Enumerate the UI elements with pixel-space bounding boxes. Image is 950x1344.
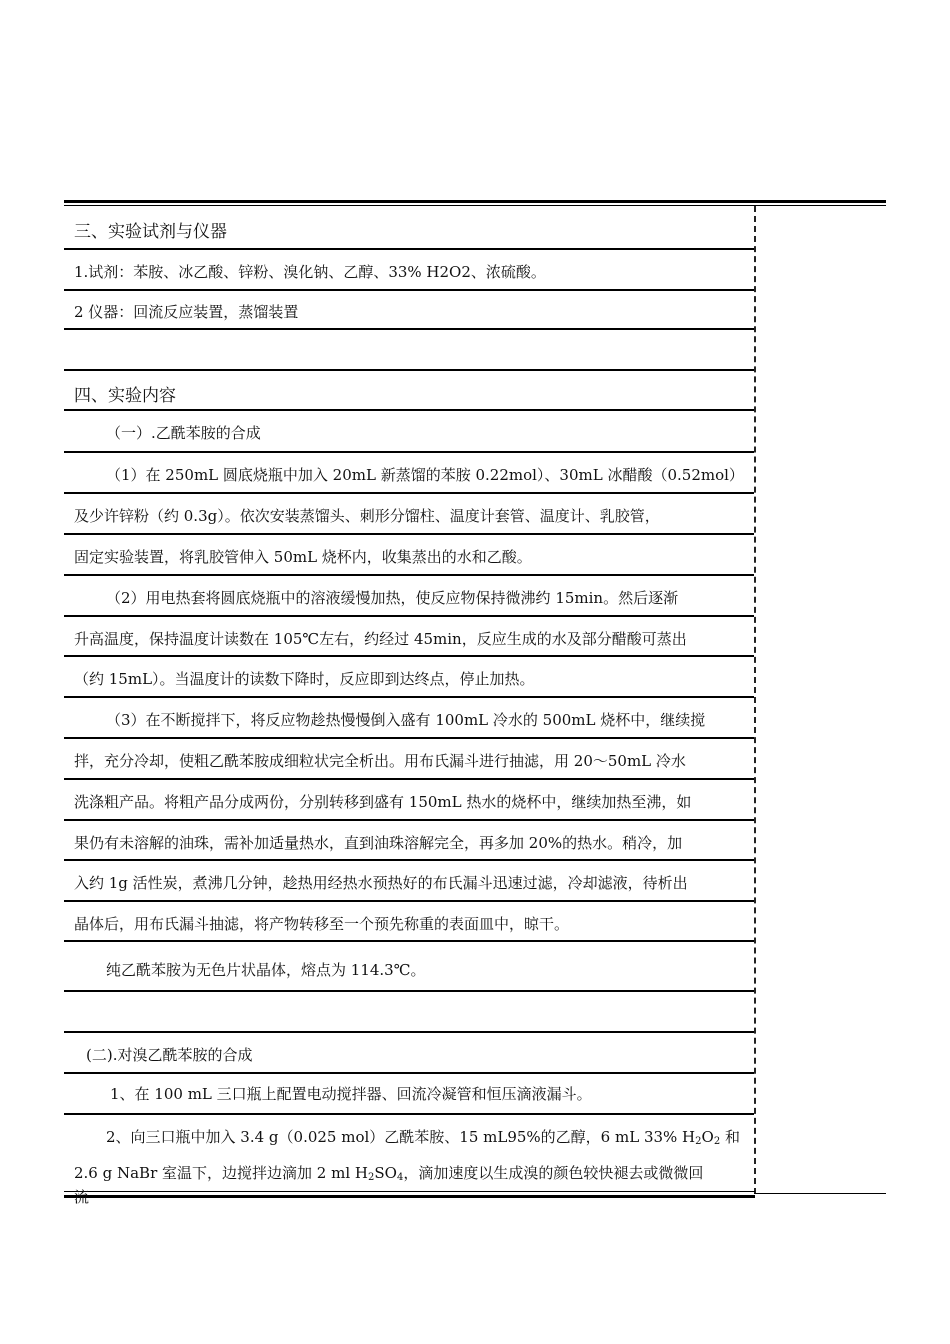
pure-product-row [64,942,754,992]
reagents-row [64,250,754,291]
text-line: （1）在 250mL 圆底烧瓶中加入 20mL 新蒸馏的苯胺 0.22mol）、30mL 冰醋酸（0.52mol） [106,466,744,484]
part2-title-row [64,1033,754,1074]
text-line-row [64,902,754,942]
section3-heading-row [64,206,754,250]
text-line-row [64,861,754,902]
text-line-row [64,535,754,576]
text-line-row [64,698,754,739]
step2-row [64,1115,754,1156]
subsection-title: (二).对溴乙酰苯胺的合成 [86,1046,253,1064]
text-line: 2.6 g NaBr 室温下，边搅拌边滴加 2 ml $H_2SO_4$，滴加速度以生成溴的颜色较快褪去或微微回 [74,1164,704,1183]
text-line: 及少许锌粉（约 0.3g）。依次安装蒸馏头、刺形分馏柱、温度计套管、温度计、乳胶管， [74,507,660,525]
text-line: 拌，充分冷却，使粗乙酰苯胺成细粒状完全析出。用布氏漏斗进行抽滤，用 20～50mL 冷水 [74,752,686,770]
empty-row [64,992,754,1033]
table-bottom-border [64,1195,755,1198]
text-line: （2）用电热套将圆底烧瓶中的溶液缓慢加热，使反应物保持微沸约 15min。然后逐渐 [106,589,679,607]
text-line-row [64,821,754,861]
text-line: 洗涤粗产品。将粗产品分成两份，分别转移到盛有 150mL 热水的烧杯中，继续加热至沸，如 [74,793,692,811]
section-heading: 三、实验试剂与仪器 [74,222,227,242]
text-line: 晶体后，用布氏漏斗抽滤，将产物转移至一个预先称重的表面皿中，晾干。 [74,915,570,933]
text-line-cut: 流 [74,1188,90,1206]
text-line: 2、向三口瓶中加入 3.4 g（0.025 mol）乙酰苯胺、15 mL95%的乙醇，6 mL 33% $H_2O_2$ 和 [106,1128,740,1147]
text-line: 纯乙酰苯胺为无色片状晶体，熔点为 114.3℃。 [106,961,426,979]
text-line-row [64,453,754,494]
step2-row-continued [64,1156,754,1206]
text-line-row [64,617,754,657]
text-line: 升高温度，保持温度计读数在 105℃左右，约经过 45min，反应生成的水及部分醋酸可蒸出 [74,630,687,648]
right-bottom-border [754,1193,886,1194]
text-line: 入约 1g 活性炭，煮沸几分钟，趁热用经热水预热好的布氏漏斗迅速过滤，冷却滤液，待析出 [74,874,688,892]
reagents-text: 1.试剂：苯胺、冰乙酸、锌粉、溴化钠、乙醇、33% H2O2、浓硫酸。 [74,263,546,281]
empty-row [64,330,754,371]
text-line: （约 15mL）。当温度计的读数下降时，反应即到达终点，停止加热。 [74,670,535,688]
text-line-row [64,780,754,821]
section-heading: 四、实验内容 [74,386,176,406]
part1-title-row [64,411,754,453]
text-line-row [64,576,754,617]
instruments-row [64,291,754,330]
text-line: （3）在不断搅拌下，将反应物趁热慢慢倒入盛有 100mL 冷水的 500mL 烧杯中，继续搅 [106,711,706,729]
text-line-row [64,739,754,780]
text-line: 固定实验装置，将乳胶管伸入 50mL 烧杯内，收集蒸出的水和乙酸。 [74,548,532,566]
margin-cut-line [754,206,756,1194]
instruments-text: 2 仪器：回流反应装置，蒸馏装置 [74,303,299,321]
text-line: 1、在 100 mL 三口瓶上配置电动搅拌器、回流冷凝管和恒压滴液漏斗。 [110,1085,592,1103]
text-line-row [64,494,754,535]
text-line-row [64,657,754,698]
table-top-border [64,200,886,203]
subsection-title: （一）.乙酰苯胺的合成 [106,424,261,442]
text-line: 果仍有未溶解的油珠，需补加适量热水，直到油珠溶解完全，再多加 20%的热水。稍冷，加 [74,834,683,852]
table-bottom-border-thin [64,1191,755,1192]
section4-heading-row [64,371,754,411]
step1-row [64,1074,754,1115]
